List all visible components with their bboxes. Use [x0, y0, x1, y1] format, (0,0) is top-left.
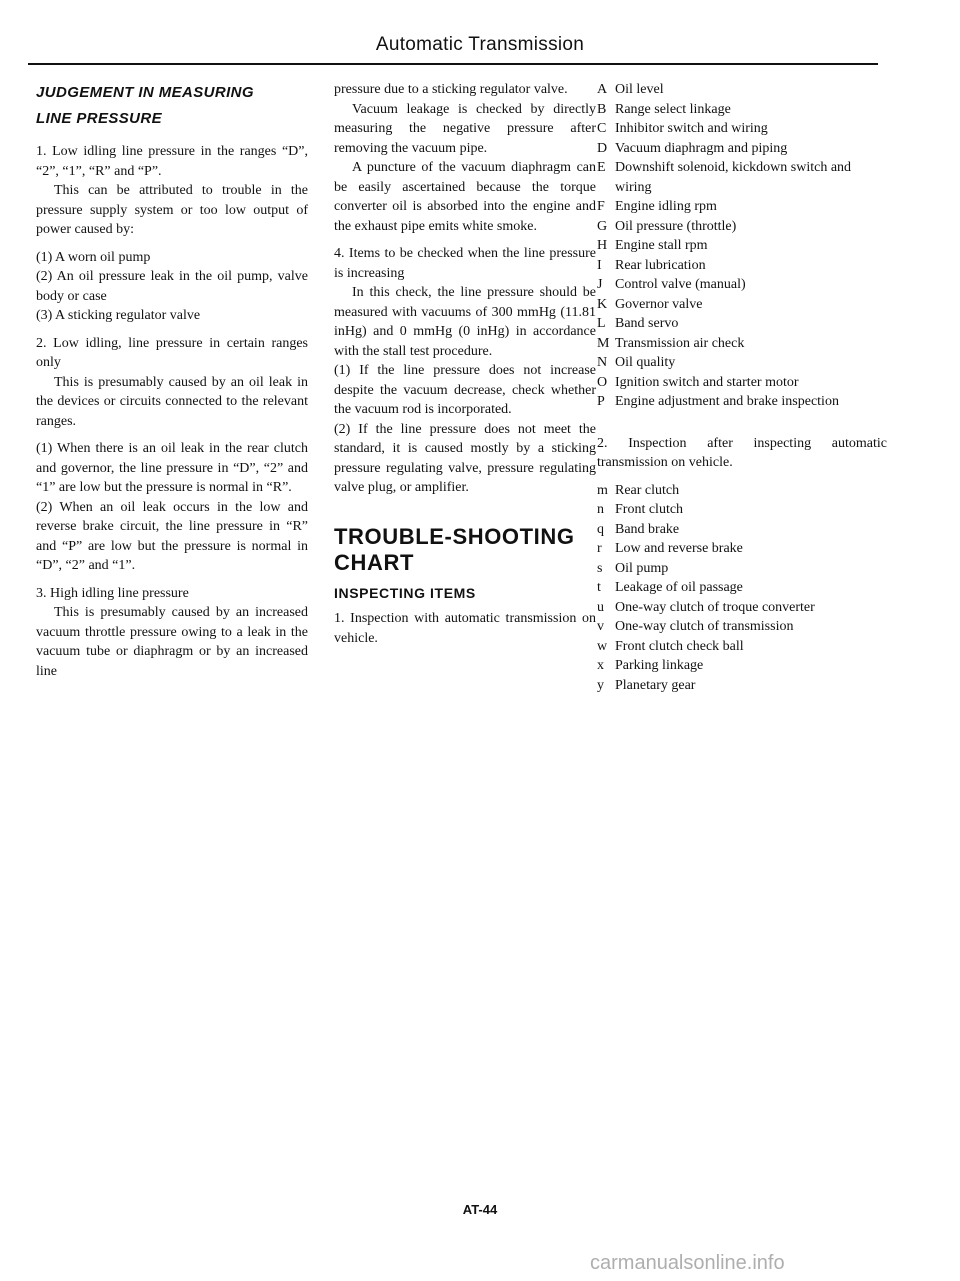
paragraph: Vacuum leakage is checked by directly measuring the negative pressure after removing the vacuum pipe. — [334, 101, 596, 156]
list-item-text: Range select linkage — [615, 101, 731, 117]
list-item-text: Band servo — [615, 316, 679, 331]
section-heading-trouble-shooting: TROUBLE-SHOOTING CHART — [334, 523, 575, 575]
list-item-text: One-way clutch of transmission — [615, 619, 794, 634]
page-header: Automatic Transmission — [375, 34, 585, 55]
list-item — [597, 656, 887, 676]
list-item-key: L — [597, 316, 606, 331]
list-item-text: Oil quality — [615, 355, 676, 370]
inspection-list-vehicle — [597, 80, 887, 412]
list-item-text: Ignition switch and starter motor — [615, 374, 799, 390]
paragraph: This is presumably caused by an oil leak in the devices or circuits connected to the relevant ranges. — [36, 374, 308, 429]
list-item — [597, 481, 887, 501]
paragraph: 4. Items to be checked when the line pressure is increasing — [334, 246, 596, 281]
subheading-inspecting-items: INSPECTING ITEMS — [334, 584, 476, 601]
list-item-text: Governor valve — [615, 296, 703, 312]
list-item-key: J — [597, 277, 603, 292]
list-item-text: Band brake — [615, 521, 680, 537]
column-left — [36, 80, 308, 681]
list-item-key: v — [597, 619, 604, 634]
paragraph: 1. Low idling line pressure in the ranges “D”, “2”, “1”, “R” and “P”. — [36, 144, 308, 179]
list-item: (1) When there is an oil leak in the rear clutch and governor, the line pressure in “D”, “2” and “1” are low but the pressure is normal in “R”. — [36, 441, 308, 495]
list-item-key: G — [597, 218, 608, 234]
list-item-key: I — [597, 257, 602, 273]
list-item — [597, 236, 887, 256]
list-item — [597, 637, 887, 657]
paragraph: 2. Low idling, line pressure in certain ranges only — [36, 335, 308, 370]
paragraph: In this check, the line pressure should be measured with vacuums of 300 mmHg (11.81 inHg) and 0 mmHg (0 inHg) in accordance with the stall test procedure. — [334, 285, 596, 359]
list-item-text: Rear clutch — [615, 482, 680, 498]
list-item — [597, 373, 887, 393]
list-item-text: Front clutch — [615, 502, 684, 517]
list-item-key: t — [597, 580, 601, 595]
list-item-key: w — [597, 638, 608, 654]
list-item-key: M — [597, 335, 610, 351]
list-item — [597, 559, 887, 579]
list-item: (2) When an oil leak occurs in the low and reverse brake circuit, the line pressure in “R” and “P” are low but the pressure is normal in “D”, “2” and “1”. — [36, 499, 308, 573]
paragraph: pressure due to a sticking regulator valve. — [334, 82, 568, 97]
page-number: AT-44 — [462, 1202, 498, 1217]
list-item — [597, 295, 887, 315]
list-item-text: Vacuum diaphragm and piping — [615, 140, 788, 156]
section-heading-judgement: JUDGEMENT IN MEASURING LINE PRESSURE — [36, 84, 254, 127]
list-item-text: Engine idling rpm — [615, 199, 717, 214]
list-item — [597, 353, 887, 373]
list-item-key: O — [597, 374, 608, 390]
paragraph: A puncture of the vacuum diaphragm can be easily ascertained because the torque converter oil is absorbed into the engine and the exhaust pipe emits white smoke. — [334, 160, 596, 234]
watermark: carmanualsonline.info — [590, 1252, 785, 1274]
list-item-key: u — [597, 599, 604, 615]
list-item-text: Front clutch check ball — [615, 638, 744, 654]
list-item — [597, 617, 887, 637]
list-item-text: Transmission air check — [615, 335, 745, 351]
list-item — [597, 256, 887, 276]
list-item-text: Engine adjustment and brake inspection — [615, 394, 839, 409]
list-item-key: A — [597, 82, 608, 97]
list-item — [597, 392, 887, 412]
list-item-key: D — [597, 140, 608, 156]
inspection-list-after — [597, 481, 887, 696]
list-item: (2) If the line pressure does not meet the standard, it is caused mostly by a sticking pressure regulating valve, pressure regulating valve plug, or amplifier. — [334, 421, 596, 495]
list-item — [597, 80, 887, 100]
list-item — [597, 158, 887, 197]
list-item-text: Oil pressure (throttle) — [615, 218, 737, 234]
list-item-text: Oil level — [615, 82, 664, 97]
list-item — [597, 598, 887, 618]
list-item — [597, 334, 887, 354]
list-item — [597, 676, 887, 696]
list-item — [597, 500, 887, 520]
list-item-key: N — [597, 355, 608, 370]
list-item — [597, 197, 887, 217]
list-item-key: K — [597, 296, 608, 312]
list-item-key: y — [597, 677, 604, 693]
list-item-key: m — [597, 482, 608, 498]
list-item-key: B — [597, 101, 607, 117]
list-item-key: E — [597, 160, 606, 175]
paragraph: 2. Inspection after inspecting automatic transmission on vehicle. — [597, 435, 887, 470]
list-item-key: x — [597, 658, 604, 673]
paragraph: This can be attributed to trouble in the pressure supply system or too low output of power caused by: — [36, 183, 308, 237]
list-item — [597, 539, 887, 559]
list-item-key: n — [597, 502, 604, 517]
list-item-key: H — [597, 238, 608, 253]
paragraph: 3. High idling line pressure — [36, 585, 189, 601]
list-item-text: One-way clutch of troque converter — [615, 599, 815, 615]
list-item-key: r — [597, 541, 602, 556]
list-item-text: Downshift solenoid, kickdown switch and wiring — [615, 160, 852, 195]
list-item-key: P — [597, 394, 605, 409]
column-middle — [334, 80, 596, 648]
list-item-text: Parking linkage — [615, 658, 704, 673]
list-item-text: Leakage of oil passage — [615, 580, 743, 595]
list-item: (1) A worn oil pump — [36, 249, 151, 265]
list-item — [597, 314, 887, 334]
list-item-key: C — [597, 121, 607, 136]
list-item: (2) An oil pressure leak in the oil pump, valve body or case — [36, 269, 308, 304]
paragraph: This is presumably caused by an increased vacuum throttle pressure owing to a leak in the vacuum tube or diaphragm or by an increased line — [36, 605, 308, 679]
list-item-key: q — [597, 521, 604, 537]
list-item: (1) If the line pressure does not increase despite the vacuum decrease, check whether the vacuum rod is incorporated. — [334, 363, 596, 417]
list-item: (3) A sticking regulator valve — [36, 308, 201, 323]
list-item — [597, 217, 887, 237]
list-item — [597, 100, 887, 120]
list-item-key: s — [597, 560, 603, 576]
list-item-text: Control valve (manual) — [615, 277, 746, 292]
header-rule — [28, 63, 878, 65]
list-item-key: F — [597, 199, 605, 214]
column-right — [597, 80, 887, 695]
list-item — [597, 139, 887, 159]
list-item-text: Rear lubrication — [615, 257, 706, 273]
list-item-text: Engine stall rpm — [615, 238, 708, 253]
list-item — [597, 578, 887, 598]
list-item-text: Inhibitor switch and wiring — [615, 121, 768, 136]
list-item — [597, 275, 887, 295]
list-item-text: Planetary gear — [615, 677, 696, 693]
list-item — [597, 520, 887, 540]
list-item-text: Oil pump — [615, 560, 669, 576]
list-item — [597, 119, 887, 139]
list-item-text: Low and reverse brake — [615, 541, 743, 556]
paragraph: 1. Inspection with automatic transmission on vehicle. — [334, 611, 596, 646]
